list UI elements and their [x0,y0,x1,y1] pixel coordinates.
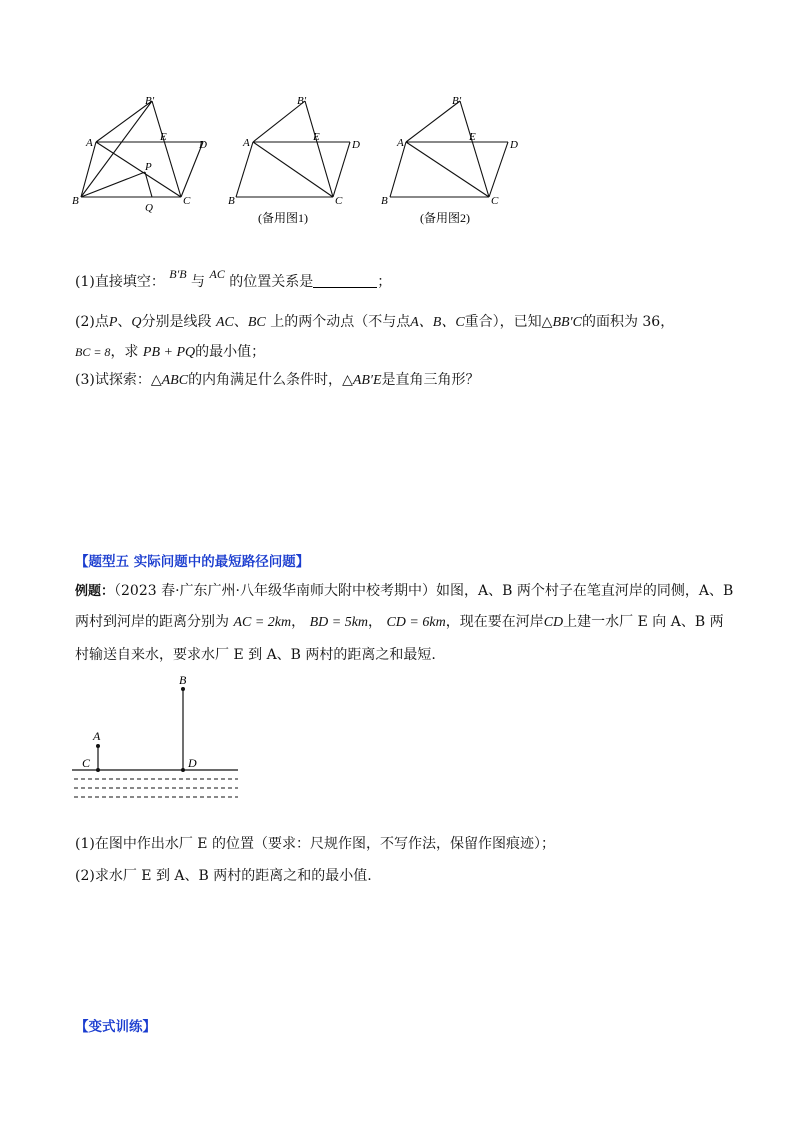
point-label: A [397,137,404,149]
example-line-1 [75,581,733,602]
example-line-3: 村输送自来水，要求水厂 E 到 A、B 两村的距离之和最短. [75,647,436,663]
point-label: B [72,195,79,207]
question-text: 与 [191,274,206,290]
point-label: B [179,673,187,687]
question-1 [75,267,392,292]
variant-title: 【变式训练】 [75,1019,156,1035]
example-text: 两村到河岸的距离分别为 [75,614,229,630]
math-bb: B′B [169,267,187,281]
example-label: 例题： [75,584,115,599]
point-label: C [183,195,191,207]
point-label: P [145,161,152,173]
point-label: D [352,139,360,151]
point-label: A [93,729,101,743]
point-label: D [510,139,518,151]
question-2-line-1 [75,312,674,333]
question-text: ； [377,274,392,290]
question-text: 是直角三角形？ [381,372,480,388]
point-label: E [160,131,167,143]
question-text: 、 [117,314,132,330]
figure-2 [225,88,370,228]
point-label: D [188,756,197,770]
point-label: C [491,195,499,207]
example-question-2: (2)求水厂 E 到 A、B 两村的距离之和的最小值. [75,868,372,884]
question-text: 的位置关系是 [229,274,314,290]
question-3 [75,370,480,391]
question-text: 、 [233,314,248,330]
math-ac: AC [209,267,225,281]
question-2-line-2 [75,342,265,363]
math-bc-value: BC = 8 [75,345,111,359]
question-text: 的内角满足什么条件时， [188,372,343,388]
example-text: ， [368,614,383,630]
math-p: P [108,315,118,330]
question-text: (1)直接填空： [75,274,165,290]
point-label: B [381,195,388,207]
point-label: B′ [452,95,462,107]
math-bc: BC [247,315,266,330]
math-triangle: △ABC [150,373,189,388]
question-text: 的面积为 36， [581,314,675,330]
example-text: 上建一水厂 E 向 A、B 两 [563,614,724,630]
question-text: 上的两个动点（不与点 [270,314,411,330]
math-triangle: △AB′E [342,373,382,388]
point-label: B′ [297,95,307,107]
example-text: ，现在要在河岸 [445,614,544,630]
point-label: D [199,139,207,151]
math-bd-eq: BD = 5km [309,615,369,630]
point-label: B′ [145,95,155,107]
question-text: 的最小值； [195,344,266,360]
math-ac: AC [215,315,234,330]
answer-blank[interactable] [313,273,377,288]
math-triangle: △BB′C [541,315,582,330]
example-line-2 [75,612,724,633]
example-text: （2023 春·广东广州·八年级华南师大附中校考期中）如图，A、B 两个村子在笔直河岸的同侧，A、B [114,583,734,599]
question-text: 重合），已知 [464,314,542,330]
point-label: C [335,195,343,207]
math-points: A、B、C [410,315,465,330]
figure-3 [375,88,525,228]
river-figure [70,670,250,810]
figure-caption: (备用图1) [258,211,308,225]
math-expression: PB + PQ [142,345,196,360]
example-text: ， [291,614,306,630]
point-label: Q [145,202,153,214]
section-title: 【题型五 实际问题中的最短路径问题】 [75,554,310,570]
example-question-1: (1)在图中作出水厂 E 的位置（要求：尺规作图，不写作法，保留作图痕迹）； [75,836,555,852]
figure-1 [60,88,230,218]
question-text: (3)试探索： [75,372,151,388]
point-label: E [313,131,320,143]
math-ac-eq: AC = 2km [233,615,292,630]
point-label: C [82,756,91,770]
math-cd: CD [543,615,564,630]
point-label: A [86,137,93,149]
point-label: E [469,131,476,143]
math-q: Q [131,315,142,330]
question-text: 分别是线段 [141,314,212,330]
figure-caption: (备用图2) [420,211,470,225]
question-text: ，求 [110,344,139,360]
question-text: (2)点 [75,314,109,330]
point-label: A [243,137,250,149]
math-cd-eq: CD = 6km [386,615,446,630]
point-label: B [228,195,235,207]
